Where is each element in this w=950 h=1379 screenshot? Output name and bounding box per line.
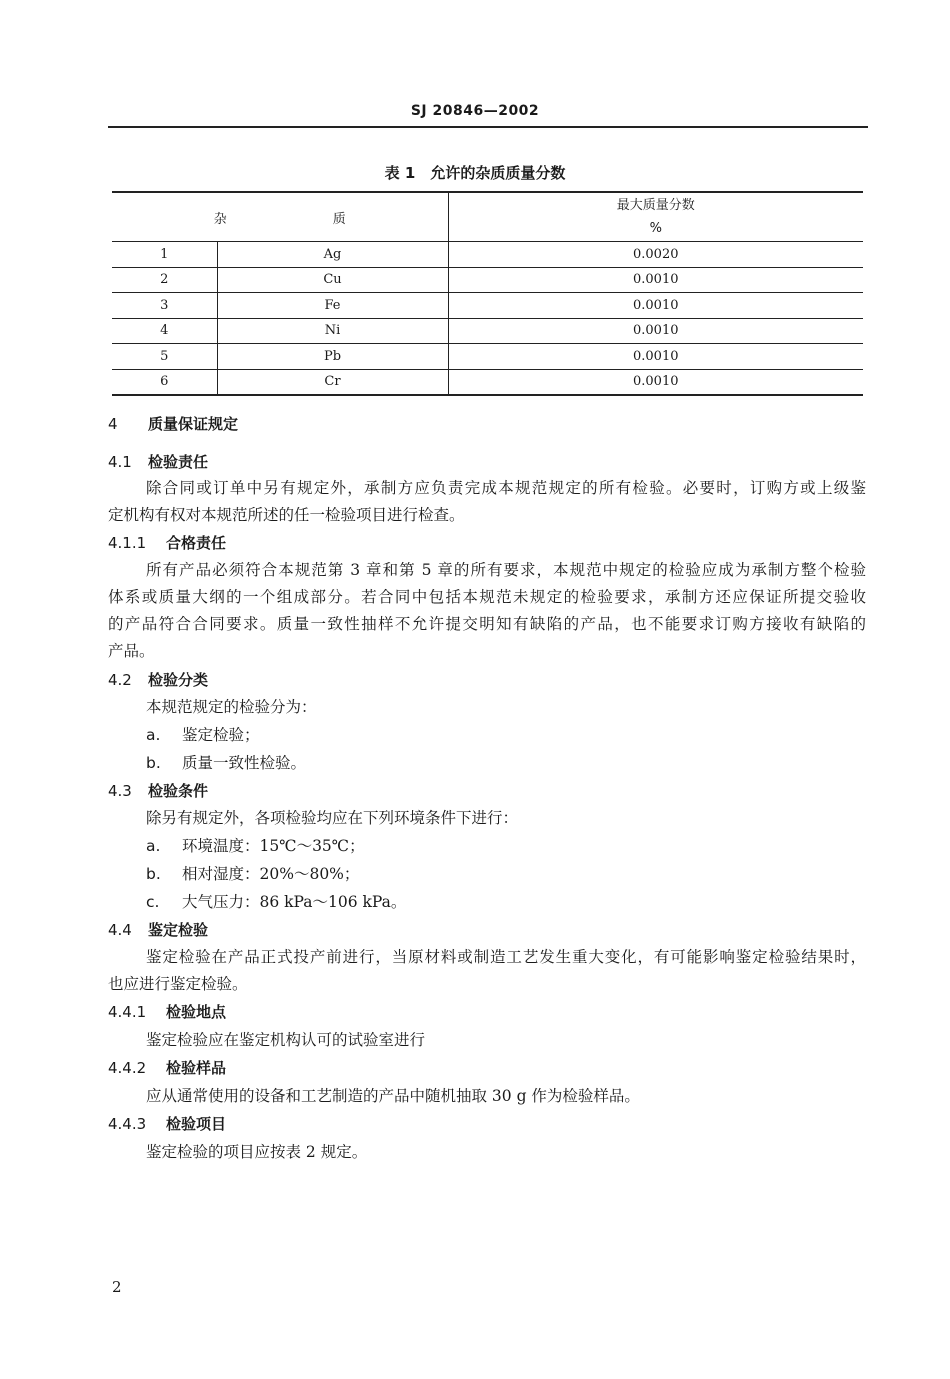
section-4-4-3-heading <box>108 1114 868 1134</box>
section-number: 4.4.2 <box>108 1059 147 1077</box>
header-char-2: 质 <box>332 211 346 227</box>
paragraph-line: 鉴定检验应在鉴定机构认可的试验室进行 <box>146 1031 426 1049</box>
table-row <box>112 344 863 370</box>
section-title: 检验项目 <box>166 1115 227 1133</box>
header-char-1: 杂 <box>213 211 227 227</box>
section-title: 检验分类 <box>148 671 209 689</box>
list-item <box>146 864 906 884</box>
row-number: 2 <box>112 267 217 293</box>
table-caption: 表 1 允许的杂质质量分数 <box>384 164 566 182</box>
element-cell: Cr <box>217 369 448 395</box>
list-text: 相对湿度：20%～80%； <box>182 865 360 883</box>
max-fraction-column-header <box>448 192 863 242</box>
section-title: 检验样品 <box>166 1059 227 1077</box>
list-item <box>146 892 906 912</box>
section-4-2-heading <box>108 670 868 690</box>
section-4-4-2-heading <box>108 1058 868 1078</box>
section-number: 4.4.1 <box>108 1003 147 1021</box>
paragraph-line: 产品。 <box>108 642 155 660</box>
element-cell: Cu <box>217 267 448 293</box>
section-number: 4.3 <box>108 782 132 800</box>
section-number: 4.4.3 <box>108 1115 147 1133</box>
section-4-1-heading <box>108 452 868 472</box>
section-4-1-1-heading <box>108 533 868 553</box>
paragraph-line: 鉴定检验的项目应按表 2 规定。 <box>146 1143 368 1161</box>
section-title: 鉴定检验 <box>148 921 209 939</box>
section-number: 4 <box>108 415 118 433</box>
element-cell: Ni <box>217 318 448 344</box>
row-number: 5 <box>112 344 217 370</box>
section-title: 质量保证规定 <box>148 415 239 433</box>
percent-unit: % <box>649 221 662 236</box>
table-header-row <box>112 192 863 242</box>
section-4-3-heading <box>108 781 868 801</box>
value-cell: 0.0010 <box>448 369 863 395</box>
table-row <box>112 369 863 395</box>
list-text: 环境温度：15℃～35℃； <box>182 837 365 855</box>
section-number: 4.4 <box>108 921 132 939</box>
table-row <box>112 318 863 344</box>
section-4-4-heading <box>108 920 868 940</box>
list-text: 大气压力：86 kPa～106 kPa。 <box>182 893 407 911</box>
list-text: 鉴定检验； <box>182 726 260 744</box>
row-number: 4 <box>112 318 217 344</box>
header-rule <box>108 126 868 128</box>
max-fraction-label: 最大质量分数 <box>616 198 695 213</box>
row-number: 1 <box>112 242 217 268</box>
paragraph-line: 定机构有权对本规范所述的任一检验项目进行检查。 <box>108 506 465 524</box>
section-number: 4.1 <box>108 453 132 471</box>
value-cell: 0.0020 <box>448 242 863 268</box>
section-4-heading <box>108 414 868 434</box>
paragraph-line: 除合同或订单中另有规定外，承制方应负责完成本规范规定的所有检验。必要时，订购方或上级鉴 <box>146 479 866 497</box>
paragraph-line: 所有产品必须符合本规范第 3 章和第 5 章的所有要求，本规范中规定的检验应成为承制方整个检验 <box>146 561 866 579</box>
section-4-4-1-heading <box>108 1002 868 1022</box>
table-row <box>112 293 863 319</box>
row-number: 3 <box>112 293 217 319</box>
paragraph-line: 除另有规定外，各项检验均应在下列环境条件下进行： <box>146 809 519 827</box>
paragraph-line: 本规范规定的检验分为： <box>146 698 317 716</box>
table-row <box>112 242 863 268</box>
list-label: a. <box>146 726 161 744</box>
row-number: 6 <box>112 369 217 395</box>
list-item <box>146 836 906 856</box>
list-item <box>146 725 906 745</box>
document-header-id: SJ 20846—2002 <box>410 103 540 119</box>
section-title: 检验责任 <box>148 453 209 471</box>
paragraph-line: 也应进行鉴定检验。 <box>108 975 248 993</box>
page-number: 2 <box>112 1278 122 1296</box>
paragraph-line: 应从通常使用的设备和工艺制造的产品中随机抽取 30 g 作为检验样品。 <box>146 1087 640 1105</box>
list-label: c. <box>146 893 160 911</box>
value-cell: 0.0010 <box>448 267 863 293</box>
element-cell: Ag <box>217 242 448 268</box>
section-number: 4.2 <box>108 671 132 689</box>
list-item <box>146 753 906 773</box>
list-label: b. <box>146 754 161 772</box>
element-cell: Pb <box>217 344 448 370</box>
paragraph-line: 体系或质量大纲的一个组成部分。若合同中包括本规范未规定的检验要求，承制方还应保证所提交验收 <box>108 588 866 606</box>
impurity-table <box>112 191 863 396</box>
value-cell: 0.0010 <box>448 318 863 344</box>
section-title: 检验地点 <box>166 1003 227 1021</box>
section-title: 合格责任 <box>166 534 227 552</box>
element-cell: Fe <box>217 293 448 319</box>
list-label: b. <box>146 865 161 883</box>
impurity-column-header <box>112 192 448 242</box>
section-title: 检验条件 <box>148 782 209 800</box>
paragraph-line: 的产品符合合同要求。质量一致性抽样不允许提交明知有缺陷的产品，也不能要求订购方接收有缺陷的 <box>108 615 866 633</box>
value-cell: 0.0010 <box>448 293 863 319</box>
list-label: a. <box>146 837 161 855</box>
table-row <box>112 267 863 293</box>
list-text: 质量一致性检验。 <box>182 754 307 772</box>
section-number: 4.1.1 <box>108 534 147 552</box>
value-cell: 0.0010 <box>448 344 863 370</box>
paragraph-line: 鉴定检验在产品正式投产前进行，当原材料或制造工艺发生重大变化，有可能影响鉴定检验结果时， <box>146 948 866 966</box>
